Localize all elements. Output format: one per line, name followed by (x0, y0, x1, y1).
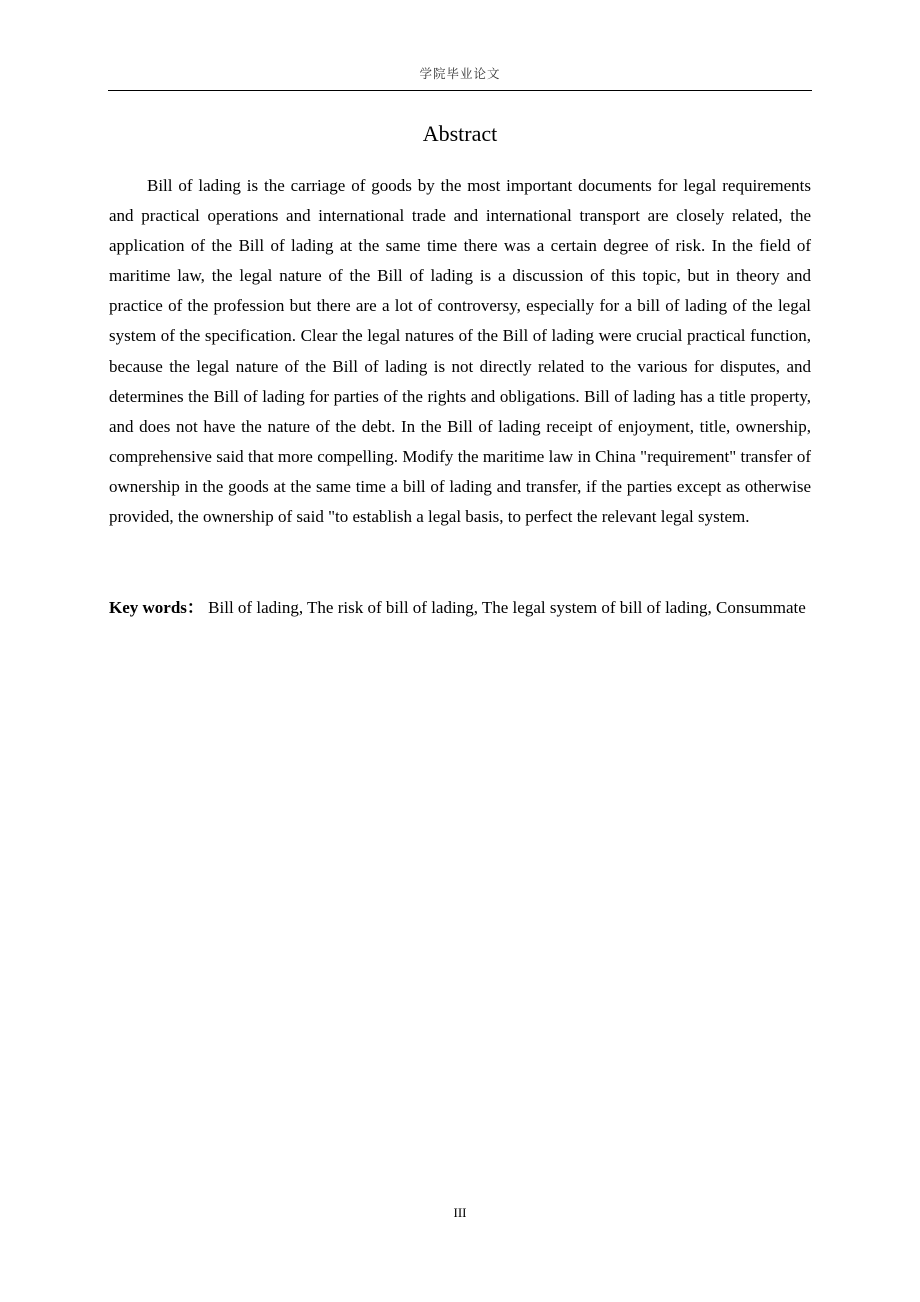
header-rule (108, 90, 812, 91)
running-header: 学院毕业论文 (419, 66, 501, 81)
keywords-label: Key words： (109, 598, 204, 617)
abstract-title: Abstract (422, 121, 498, 146)
page-number: III (453, 1205, 467, 1220)
keywords-paragraph (109, 593, 811, 623)
keywords-text: Bill of lading, The risk of bill of lading, The legal system of bill of lading, Consummate (208, 598, 806, 617)
abstract-body: Bill of lading is the carriage of goods by the most important documents for legal requirements and practical operations and international trade and international transport are closely related, the application of the Bill of lading at the same time there was a certain degree of risk. In the field of maritime law, the legal nature of the Bill of lading is a discussion of this topic, but in theory and practice of the profession but there are a lot of controversy, especially for a bill of lading of the legal system of the specification. Clear the legal natures of the Bill of lading were crucial practical function, because the legal nature of the Bill of lading is not directly related to the various for disputes, and determines the Bill of lading for parties of the rights and obligations. Bill of lading has a title property, and does not have the nature of the debt. In the Bill of lading receipt of enjoyment, title, ownership, comprehensive said that more compelling. Modify the maritime law in China "requirement" transfer of ownership in the goods at the same time a bill of lading and transfer, if the parties except as otherwise provided, the ownership of said "to establish a legal basis, to perfect the relevant legal system. (109, 176, 811, 527)
